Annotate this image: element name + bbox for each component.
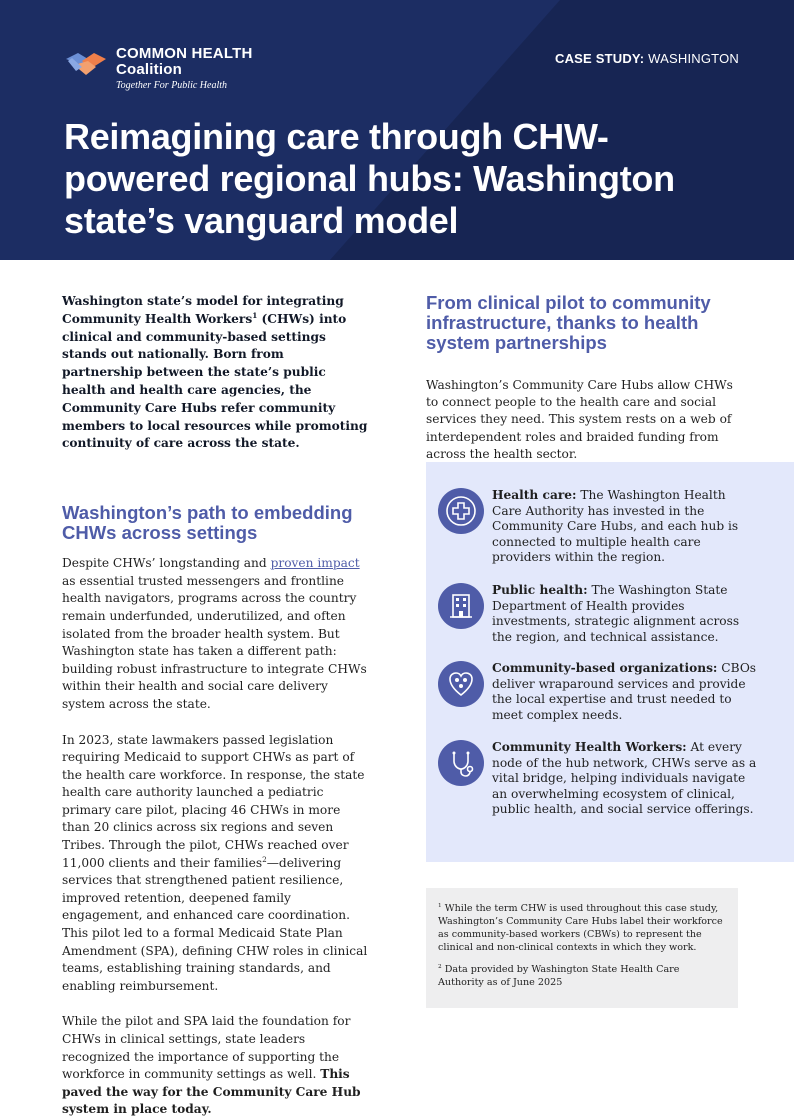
hub-label-cbo: Community-based organizations: — [492, 661, 718, 675]
case-study-label — [555, 51, 739, 66]
footnote-1 — [438, 902, 724, 954]
hub-desc-public-health: The Washington State Department of Health provides investments, strategic alignment across the region, and technical assistance. — [492, 583, 740, 644]
footnote-1-text: While the term CHW is used throughout this case study, Washington’s Community Care Hubs label their workforce as community-based workers (CBWs) to represent the clinical and non-clinical contexts in which they work. — [438, 903, 723, 953]
hub-desc-chw: At every node of the hub network, CHWs serve as a vital bridge, helping individuals navigate an overwhelming ecosystem of clinical, public health, and social service offerings. — [492, 740, 757, 817]
footnote-2 — [438, 963, 724, 989]
logo-tagline: Together For Public Health — [116, 80, 228, 91]
hub-desc-health-care: The Washington Health Care Authority has invested in the Community Care Hubs, and each hub is connected to multiple health care providers within the region. — [492, 488, 739, 565]
medical-cross-icon — [438, 488, 484, 534]
case-study-location: WASHINGTON — [648, 51, 739, 66]
section-heading-clinical-pilot: From clinical pilot to community infrastructure, thanks to health system partnerships — [426, 292, 711, 353]
logo-name-line1: COMMON HEALTH — [116, 45, 253, 62]
case-study-prefix: CASE STUDY: — [554, 51, 645, 66]
body-paragraph-2 — [62, 732, 368, 996]
intro-part2: (CHWs) into clinical and community-based settings stands out nationally. Born from partnership between the state’s public health and health care agencies, the Community Care Hubs refer community members to local resources while promoting continuity of care across the state. — [62, 311, 368, 451]
p2-after: —delivering services that strengthened patient resilience, improved retention, deepened family engagement, and enhanced care coordination. This pilot led to a formal Medicaid State Plan Amendment (SPA), defining CHW roles in clinical teams, establishing training standards, and enabling reimbursement. — [62, 855, 368, 993]
p2-before: In 2023, state lawmakers passed legislation requiring Medicaid to support CHWs as part of the health care workforce. In response, the state health care authority launched a pediatric primary care pilot, placing 46 CHWs in more than 20 clinics across six regions and seven Tribes. Through the pilot, CHWs reached over 11,000 clients and their families — [62, 732, 365, 870]
p3-bold: This paved the way for the Community Care Hub system in place today. — [62, 1067, 361, 1117]
footnote-ref-2[interactable]: 2 — [262, 854, 267, 864]
hub-text-cbo — [492, 661, 757, 723]
right-body-paragraph: Washington’s Community Care Hubs allow CHWs to connect people to the health care and social services they need. This system rests on a web of interdependent roles and braided funding from across the health sector. — [426, 378, 733, 461]
body-paragraph-1 — [62, 555, 368, 713]
hub-text-chw — [492, 740, 757, 818]
hub-text-health-care — [492, 488, 757, 566]
handshake-logo-icon — [64, 49, 108, 79]
footnotes-box — [426, 888, 738, 1008]
p3-before: While the pilot and SPA laid the foundation for CHWs in clinical settings, state leaders recognized the importance of supporting the workforce in community settings as well. — [62, 1014, 351, 1082]
right-column — [426, 293, 746, 463]
organization-logo[interactable] — [64, 46, 252, 91]
footnote-ref-1[interactable]: 1 — [252, 310, 258, 320]
intro-paragraph — [62, 293, 368, 453]
logo-name-line2: Coalition — [116, 61, 182, 78]
body-paragraph-3 — [62, 1013, 368, 1119]
hub-label-health-care: Health care: — [492, 488, 577, 502]
p1-before: Despite CHWs’ longstanding and — [62, 556, 271, 571]
footnote-2-text: Data provided by Washington State Health Care Authority as of June 2025 — [438, 964, 680, 988]
hub-text-public-health — [492, 583, 757, 645]
hub-label-public-health: Public health: — [492, 583, 588, 597]
section-heading-path: Washington’s path to embedding CHWs across settings — [62, 502, 353, 544]
proven-impact-link[interactable]: proven impact — [270, 556, 360, 571]
page-title: Reimagining care through CHW-powered regional hubs: Washington state’s vanguard model — [64, 116, 675, 241]
stethoscope-icon — [438, 740, 484, 786]
hero-banner — [0, 0, 794, 260]
footnote-1-number: 1 — [438, 902, 442, 909]
left-column — [62, 293, 368, 1119]
heart-people-icon — [438, 661, 484, 707]
footnote-2-number: 2 — [438, 963, 442, 970]
hub-roles-panel — [426, 462, 794, 862]
hub-label-chw: Community Health Workers: — [492, 740, 687, 754]
intro-part1: Washington state’s model for integrating Community Health Workers — [62, 294, 344, 326]
p1-after: as essential trusted messengers and frontline health navigators, programs across the country remain underfunded, underutilized, and often isolated from the broader health system. But Washington state has taken a different path: building robust infrastructure to integrate CHWs within their health and social care delivery system across the state. — [62, 573, 367, 711]
hub-desc-cbo: CBOs deliver wraparound services and provide the local expertise and trust needed to meet complex needs. — [492, 661, 757, 722]
building-icon — [438, 583, 484, 629]
